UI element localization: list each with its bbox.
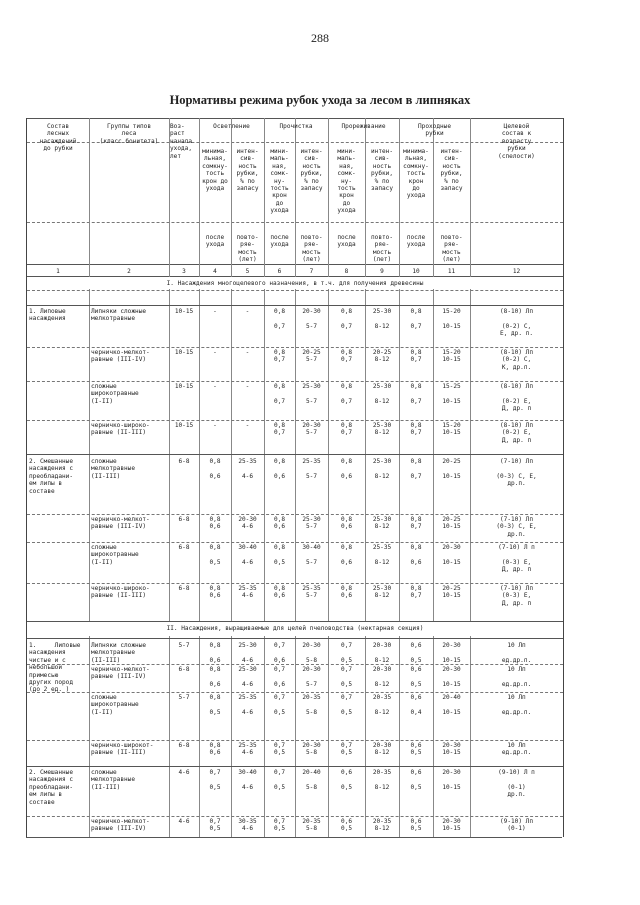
cell-c4: 0,8 0,6 xyxy=(209,516,221,531)
cell-c11: 20-25 10-15 xyxy=(442,458,461,480)
row-rule xyxy=(27,583,563,584)
cell-c9: 20-30 8-12 xyxy=(372,666,392,688)
cell-c5: 25-35 4-6 xyxy=(238,694,257,716)
cell-c11: 20-30 10-15 xyxy=(442,642,461,664)
cell-forest-type: Липняки сложные мелкотравные xyxy=(91,308,147,323)
row-rule xyxy=(27,692,563,693)
cell-c10: 0,8 0,7 xyxy=(410,458,422,480)
cell-c4: 0,7 0,5 xyxy=(209,769,221,791)
cell-c8: 0,8 0,6 xyxy=(340,544,352,566)
cell-c7: 20-30 5-8 xyxy=(302,742,321,757)
cell-c10: 0,6 0,5 xyxy=(410,642,422,664)
cell-c9: 25-30 8-12 xyxy=(372,308,392,330)
cell-forest-type: черничко-мелкот- равные (III-IV) xyxy=(91,516,150,531)
cell-c11: 15-25 10-15 xyxy=(442,383,461,405)
cell-c6: 0,8 0,6 xyxy=(273,516,285,531)
header-povtor: повто- ряе- мость (лет) xyxy=(370,234,393,264)
cell-c11: 15-20 10-15 xyxy=(442,308,461,330)
cell-c12: (8-10) Лп (0-2) С, Е, др. п. xyxy=(499,308,534,338)
cell-c6: 0,8 0,6 xyxy=(273,585,285,600)
cell-c8: 0,8 0,6 xyxy=(340,585,352,600)
cell-c8: 0,8 0,7 xyxy=(340,383,352,405)
header-posle: после ухода xyxy=(337,234,356,249)
header-int-prokhod: интен- сив- ность рубки, % по запасу xyxy=(440,148,463,193)
cell-c5: 30-40 4-6 xyxy=(238,769,257,791)
cell-c10: 0,8 0,7 xyxy=(410,349,422,364)
group-rule xyxy=(27,638,563,639)
cell-c11: 20-30 10-15 xyxy=(442,742,461,757)
cell-c3: 10-15 xyxy=(174,349,194,356)
cell-c3: 6-8 xyxy=(178,742,190,749)
header-prokhod: Проходные рубки xyxy=(417,123,452,138)
header-col12: Целевой состав к возрасту рубки (спелости) xyxy=(498,123,535,160)
column-number: 12 xyxy=(512,268,521,275)
cell-c3: 6-8 xyxy=(178,516,190,523)
cell-c7: 20-30 5-7 xyxy=(302,422,321,437)
cell-c12: (7-10) Лп (0-3) С, Е, др.п. xyxy=(496,516,537,538)
cell-forest-type: Липняки сложные мелкотравные (II-III) xyxy=(91,642,147,664)
cell-c5: 30-40 4-6 xyxy=(238,544,257,566)
cell-c10: 0,8 0,7 xyxy=(410,308,422,330)
cell-c6: 0,8 0,6 xyxy=(273,458,285,480)
cell-c9: 25-30 8-12 xyxy=(372,516,392,531)
cell-forest-type: черничко-широко- равные (II-III) xyxy=(91,585,150,600)
cell-c8: 0,8 0,6 xyxy=(340,516,352,531)
column-number: 4 xyxy=(213,268,217,275)
cell-c3: 10-15 xyxy=(174,308,194,315)
cell-forest-type: сложные широкотравные (I-II) xyxy=(91,383,139,405)
cell-forest-type: черничко-мелкот- равные (III-IV) xyxy=(91,666,150,681)
cell-c5: 25-30 4-6 xyxy=(238,666,257,688)
cell-c3: 4-6 xyxy=(178,769,190,776)
cell-c9: 25-30 8-12 xyxy=(372,458,392,480)
cell-c4: 0,8 0,6 xyxy=(209,666,221,688)
cell-c9: 20-30 8-12 xyxy=(372,742,392,757)
cell-c6: 0,7 0,5 xyxy=(273,818,285,833)
cell-c9: 25-30 8-12 xyxy=(372,585,392,600)
cell-forest-type: черничко-мелкот- равные (III-IV) xyxy=(91,349,150,364)
cell-c8: 0,8 0,7 xyxy=(340,349,352,364)
group-rule xyxy=(27,454,563,455)
header-col3: Воз- раст начала ухода, лет xyxy=(170,123,193,160)
cell-c3: 5-7 xyxy=(178,694,190,701)
cell-c9: 20-30 8-12 xyxy=(372,642,392,664)
section-rule xyxy=(27,290,563,291)
cell-c6: 0,7 0,6 xyxy=(273,642,285,664)
cell-c11: 20-30 10-15 xyxy=(442,769,461,791)
cell-forest-type: сложные широкотравные (I-II) xyxy=(91,544,139,566)
cell-c9: 20-25 8-12 xyxy=(372,349,392,364)
cell-c6: 0,7 0,5 xyxy=(273,769,285,791)
row-rule xyxy=(27,420,563,421)
cell-forest-type: сложные мелкотравные (II-III) xyxy=(91,458,136,480)
cell-forest-type: черничко-широко- равные (II-III) xyxy=(91,422,150,437)
cell-c3: 6-8 xyxy=(178,666,190,673)
cell-c9: 25-35 8-12 xyxy=(372,544,392,566)
cell-c9: 25-30 8-12 xyxy=(372,422,392,437)
cell-forest-type: сложные мелкотравные (II-III) xyxy=(91,769,136,791)
cell-c10: 0,8 0,7 xyxy=(410,516,422,531)
cell-c4: 0,8 0,5 xyxy=(209,544,221,566)
cell-c6: 0,7 0,5 xyxy=(273,742,285,757)
cell-c8: 0,7 0,5 xyxy=(340,742,352,757)
table-bottom-rule xyxy=(26,837,562,838)
cell-c7: 20-35 5-8 xyxy=(302,818,321,833)
cell-c8: 0,8 0,7 xyxy=(340,308,352,330)
column-number: 6 xyxy=(277,268,282,275)
header-min-prokhod: минима- льная, сомкну- тость крон до ухода xyxy=(403,148,429,200)
column-number: 5 xyxy=(245,268,250,275)
cell-c7: 25-35 5-7 xyxy=(302,585,321,600)
header-col1: Состав лесных насаждений до рубки xyxy=(39,123,77,153)
header-int-proch: интен- сив- ность рубки, % по запасу xyxy=(300,148,323,193)
cell-c3: 6-8 xyxy=(178,544,190,551)
cell-forest-type: сложные широкотравные (I-II) xyxy=(91,694,139,716)
column-number: 7 xyxy=(309,268,314,275)
column-rule xyxy=(169,118,170,837)
section-title: II. Насаждения, выращиваемые для целей пчеловодства (нектарная секция) xyxy=(166,625,424,632)
cell-c5: - xyxy=(245,422,250,429)
cell-c10: 0,6 0,5 xyxy=(410,666,422,688)
cell-c7: 20-30 5-7 xyxy=(302,666,321,688)
cell-c10: 0,6 0,4 xyxy=(410,694,422,716)
cell-c4: 0,8 0,6 xyxy=(209,742,221,757)
cell-c4: - xyxy=(213,349,217,356)
cell-c9: 20-35 8-12 xyxy=(372,694,392,716)
cell-c7: 20-30 5-8 xyxy=(302,642,321,664)
cell-c11: 20-30 10-15 xyxy=(442,666,461,688)
column-number: 1 xyxy=(56,268,60,275)
cell-c9: 20-35 8-12 xyxy=(372,818,392,833)
column-rule xyxy=(89,118,90,837)
cell-c10: 0,8 0,7 xyxy=(410,422,422,437)
cell-c12: 10 Лп ед.др.п. xyxy=(501,694,532,716)
cell-c10: 0,6 0,5 xyxy=(410,769,422,791)
cell-c4: 0,8 0,6 xyxy=(209,458,221,480)
cell-c11: 15-20 10-15 xyxy=(442,349,461,364)
header-povtor: повто- ряе- мость (лет) xyxy=(300,234,323,264)
cell-c8: 0,7 0,5 xyxy=(340,642,352,664)
header-int-osv: интен- сив- ность рубки, % по запасу xyxy=(236,148,259,193)
cell-c12: (9-10) Лп (0-1) xyxy=(499,818,534,833)
row-rule xyxy=(27,740,563,741)
cell-c7: 25-30 5-7 xyxy=(302,383,321,405)
cell-c3: 10-15 xyxy=(174,383,194,390)
cell-c10: 0,8 0,6 xyxy=(410,544,422,566)
cell-c9: 25-30 8-12 xyxy=(372,383,392,405)
header-min-prorezh: мини- маль- ная, сомк- ну- тость крон до ухода xyxy=(337,148,356,215)
cell-c8: 0,7 0,5 xyxy=(340,694,352,716)
header-min-osv: минима- льная, сомкну- тость крон до ухода xyxy=(202,148,228,193)
cell-c6: 0,8 0,7 xyxy=(273,308,285,330)
cell-c7: 25-35 5-7 xyxy=(302,458,321,480)
cell-c11: 20-25 10-15 xyxy=(442,516,461,531)
cell-c3: 4-6 xyxy=(178,818,190,825)
cell-c12: (7-10) Л п (0-3) Е, Д, др. п xyxy=(498,544,535,574)
cell-c10: 0,8 0,7 xyxy=(410,383,422,405)
cell-c7: 25-30 5-7 xyxy=(302,516,321,531)
cell-c12: (8-10) Лп (0-2) С, К, др.п. xyxy=(499,349,534,371)
cell-c8: 0,8 0,6 xyxy=(340,458,352,480)
header-int-prorezh: интен- сив- ность рубки, % по запасу xyxy=(370,148,393,193)
column-number: 3 xyxy=(182,268,186,275)
header-posle: после ухода xyxy=(205,234,225,249)
cell-c4: 0,8 0,6 xyxy=(209,642,221,664)
cell-c12: (7-10) Лп (0-3) С, Е, др.п. xyxy=(496,458,537,488)
row-rule xyxy=(27,664,563,665)
cell-c5: 20-30 4-6 xyxy=(238,516,257,531)
header-min-proch: мини- маль- ная, сомк- ну- тость крон до ухода xyxy=(270,148,289,215)
cell-c3: 6-8 xyxy=(178,585,190,592)
header-prorezh: Прореживание xyxy=(341,123,386,130)
cell-c11: 15-20 10-15 xyxy=(442,422,461,437)
section-title: I. Насаждения многоцелевого назначения, в т.ч. для получения древесины xyxy=(166,280,424,287)
cell-forest-type: черничко-мелкот- равные (III-IV) xyxy=(91,818,150,833)
cell-c5: - xyxy=(245,383,250,390)
cell-c7: 20-35 5-8 xyxy=(302,694,321,716)
cell-c4: - xyxy=(213,422,217,429)
row-rule xyxy=(27,381,563,382)
cell-c12: (9-10) Л п (0-1) др.п. xyxy=(498,769,535,799)
cell-c8: 0,8 0,7 xyxy=(340,422,352,437)
cell-forest-type: черничко-широкот- равные (II-III) xyxy=(91,742,154,757)
cell-c6: 0,8 0,7 xyxy=(273,422,285,437)
cell-c11: 20-30 10-15 xyxy=(442,544,461,566)
cell-c7: 20-30 5-7 xyxy=(302,308,321,330)
cell-c4: 0,7 0,5 xyxy=(209,818,221,833)
column-number: 11 xyxy=(447,268,456,275)
header-proch: Прочистка xyxy=(279,123,313,130)
cell-composition: 1. Липовые насаждения xyxy=(29,308,66,323)
cell-c6: 0,8 0,5 xyxy=(273,544,285,566)
header-povtor: повто- ряе- мость (лет) xyxy=(440,234,463,264)
cell-c10: 0,6 0,5 xyxy=(410,742,422,757)
cell-c4: 0,8 0,5 xyxy=(209,694,221,716)
cell-c10: 0,6 0,5 xyxy=(410,818,422,833)
header-posle: после ухода xyxy=(406,234,426,249)
page-number: 288 xyxy=(311,31,329,45)
cell-c12: (8-10) Лп (0-2) Е, Д, др. п xyxy=(499,383,534,413)
row-rule xyxy=(27,816,563,817)
cell-c3: 10-15 xyxy=(174,422,194,429)
cell-c7: 30-40 5-7 xyxy=(302,544,321,566)
header-osv: Осветление xyxy=(213,123,250,130)
cell-c5: 25-35 4-6 xyxy=(238,458,257,480)
header-col2: Группы типов леса (класс бонитета) xyxy=(99,123,159,145)
cell-c8: 0,7 0,5 xyxy=(340,666,352,688)
cell-c5: 25-35 4-6 xyxy=(238,585,257,600)
column-number: 9 xyxy=(380,268,384,275)
cell-c8: 0,6 0,5 xyxy=(340,769,352,791)
cell-c6: 0,8 0,7 xyxy=(273,349,285,364)
cell-c9: 20-35 8-12 xyxy=(372,769,392,791)
cell-c5: 30-35 4-6 xyxy=(238,818,257,833)
cell-c5: - xyxy=(245,308,250,315)
cell-c12: 10 Лп ед.др.п. xyxy=(501,666,532,688)
cell-c3: 6-8 xyxy=(178,458,190,465)
cell-c5: - xyxy=(245,349,250,356)
header-posle: после ухода xyxy=(270,234,289,249)
cell-c4: - xyxy=(213,383,217,390)
page-title: Нормативы режима рубок ухода за лесом в липняках xyxy=(169,93,471,107)
cell-c12: 10 Лп ед.др.п. xyxy=(501,642,532,664)
group-rule xyxy=(27,305,563,306)
cell-c4: - xyxy=(213,308,217,315)
row-rule xyxy=(27,514,563,515)
cell-c12: (7-10) Лп (0-3) Е, Д, др. п xyxy=(499,585,534,607)
row-rule xyxy=(27,347,563,348)
cell-c11: 20-30 10-15 xyxy=(442,818,461,833)
cell-c7: 20-40 5-8 xyxy=(302,769,321,791)
header-povtor: повто- ряе- мость (лет) xyxy=(236,234,259,264)
cell-c6: 0,7 0,6 xyxy=(273,666,285,688)
column-number: 2 xyxy=(127,268,131,275)
cell-c8: 0,6 0,5 xyxy=(340,818,352,833)
cell-c6: 0,7 0,5 xyxy=(273,694,285,716)
cell-c4: 0,8 0,6 xyxy=(209,585,221,600)
cell-c5: 25-30 4-6 xyxy=(238,642,257,664)
cell-c11: 20-25 10-15 xyxy=(442,585,461,600)
group-rule xyxy=(27,766,563,767)
cell-c5: 25-35 4-6 xyxy=(238,742,257,757)
regime-table xyxy=(26,118,564,837)
column-number: 8 xyxy=(344,268,349,275)
cell-c6: 0,8 0,7 xyxy=(273,383,285,405)
cell-c12: 10 Лп ед.др.п. xyxy=(501,742,532,757)
cell-composition: 2. Смешанные насаждения с преобладани- ем липы в составе xyxy=(29,769,74,806)
column-number: 10 xyxy=(412,268,420,275)
cell-c10: 0,8 0,7 xyxy=(410,585,422,600)
cell-composition: 1. Липовые насаждения чистые и с небольшой примесью других пород (до 2 ед. ) xyxy=(29,642,81,694)
cell-c7: 20-25 5-7 xyxy=(302,349,321,364)
cell-c11: 20-40 10-15 xyxy=(442,694,461,716)
cell-c12: (8-10) Лп (0-2) Е, Д, др. п xyxy=(499,422,534,444)
row-rule xyxy=(27,542,563,543)
cell-composition: 2. Смешанные насаждения с преобладани- ем липы в составе xyxy=(29,458,74,495)
cell-c3: 5-7 xyxy=(178,642,190,649)
